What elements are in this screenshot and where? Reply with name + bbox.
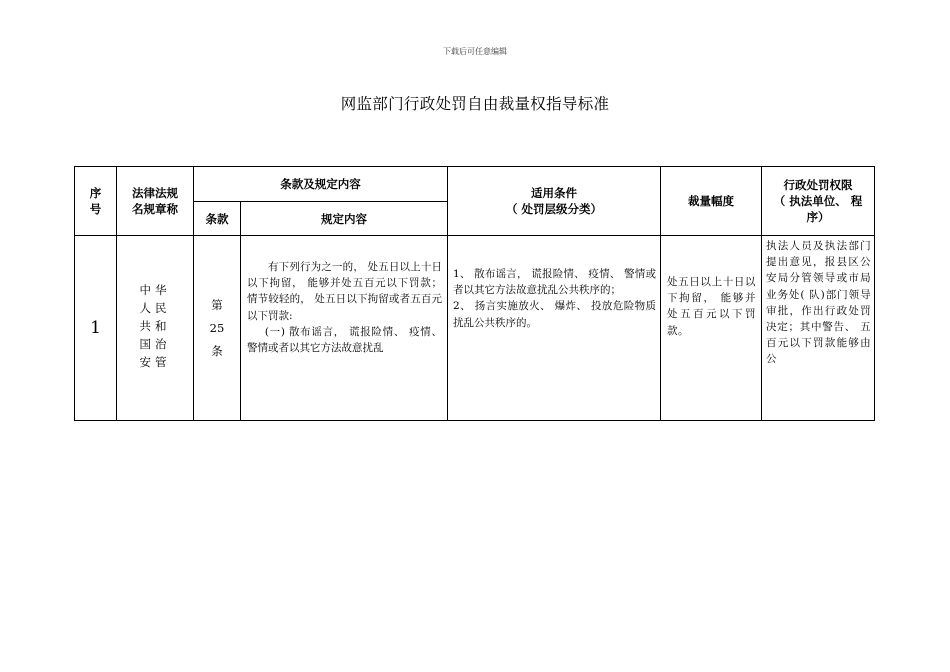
content-paragraph: (一) 散布谣言， 谎报险情、 疫情、 警情或者以其它方法故意扰乱: [247, 325, 442, 355]
header-law-name: 法律法规 名规章称: [117, 167, 194, 236]
row-content: [241, 236, 448, 421]
condition-item: 2、 扬言实施放火、 爆炸、 投放危险物质扰乱公共秩序的。: [453, 300, 656, 329]
header-condition: 适用条件 （ 处罚层级分类）: [448, 167, 661, 236]
row-conditions: [448, 236, 661, 421]
header-range: 裁量幅度: [661, 167, 762, 236]
header-authority: 行政处罚权限 （ 执法单位、 程 序）: [762, 167, 875, 236]
condition-item: 1、 散布谣言， 谎报险情、 疫情、 警情或者以其它方法故意扰乱公共秩序的；: [453, 268, 656, 297]
standards-table: [74, 166, 875, 421]
row-range: 处五日以上十日以下拘留， 能够并处五百元以下罚款。: [661, 236, 762, 421]
row-law-name: 中华人民共和国治安管: [117, 236, 194, 421]
header-article: 条款: [194, 202, 241, 236]
content-paragraph: 有下列行为之一的， 处五日以上十日以下拘留， 能够并处五百元以下罚款； 情节较轻的， 处五日以下拘留或者五百元以下罚款:: [247, 261, 442, 322]
row-authority: 执法人员及执法部门提出意见，报县区公安局分管领导或市局业务处( 队)部门领导审批，作出行政处罚决定；其中警告、 五百元以下罚款能够由公: [762, 236, 875, 421]
document-title: 网监部门行政处罚自由裁量权指导标准: [340, 95, 610, 113]
row-seq: 1: [75, 236, 117, 421]
header-content: 规定内容: [241, 202, 448, 236]
row-article: 第 25 条: [194, 236, 241, 421]
header-note: 下载后可任意编辑: [443, 47, 507, 56]
table-row: [75, 236, 875, 421]
header-provision-group: 条款及规定内容: [194, 167, 448, 202]
header-seq: 序 号: [75, 167, 117, 236]
